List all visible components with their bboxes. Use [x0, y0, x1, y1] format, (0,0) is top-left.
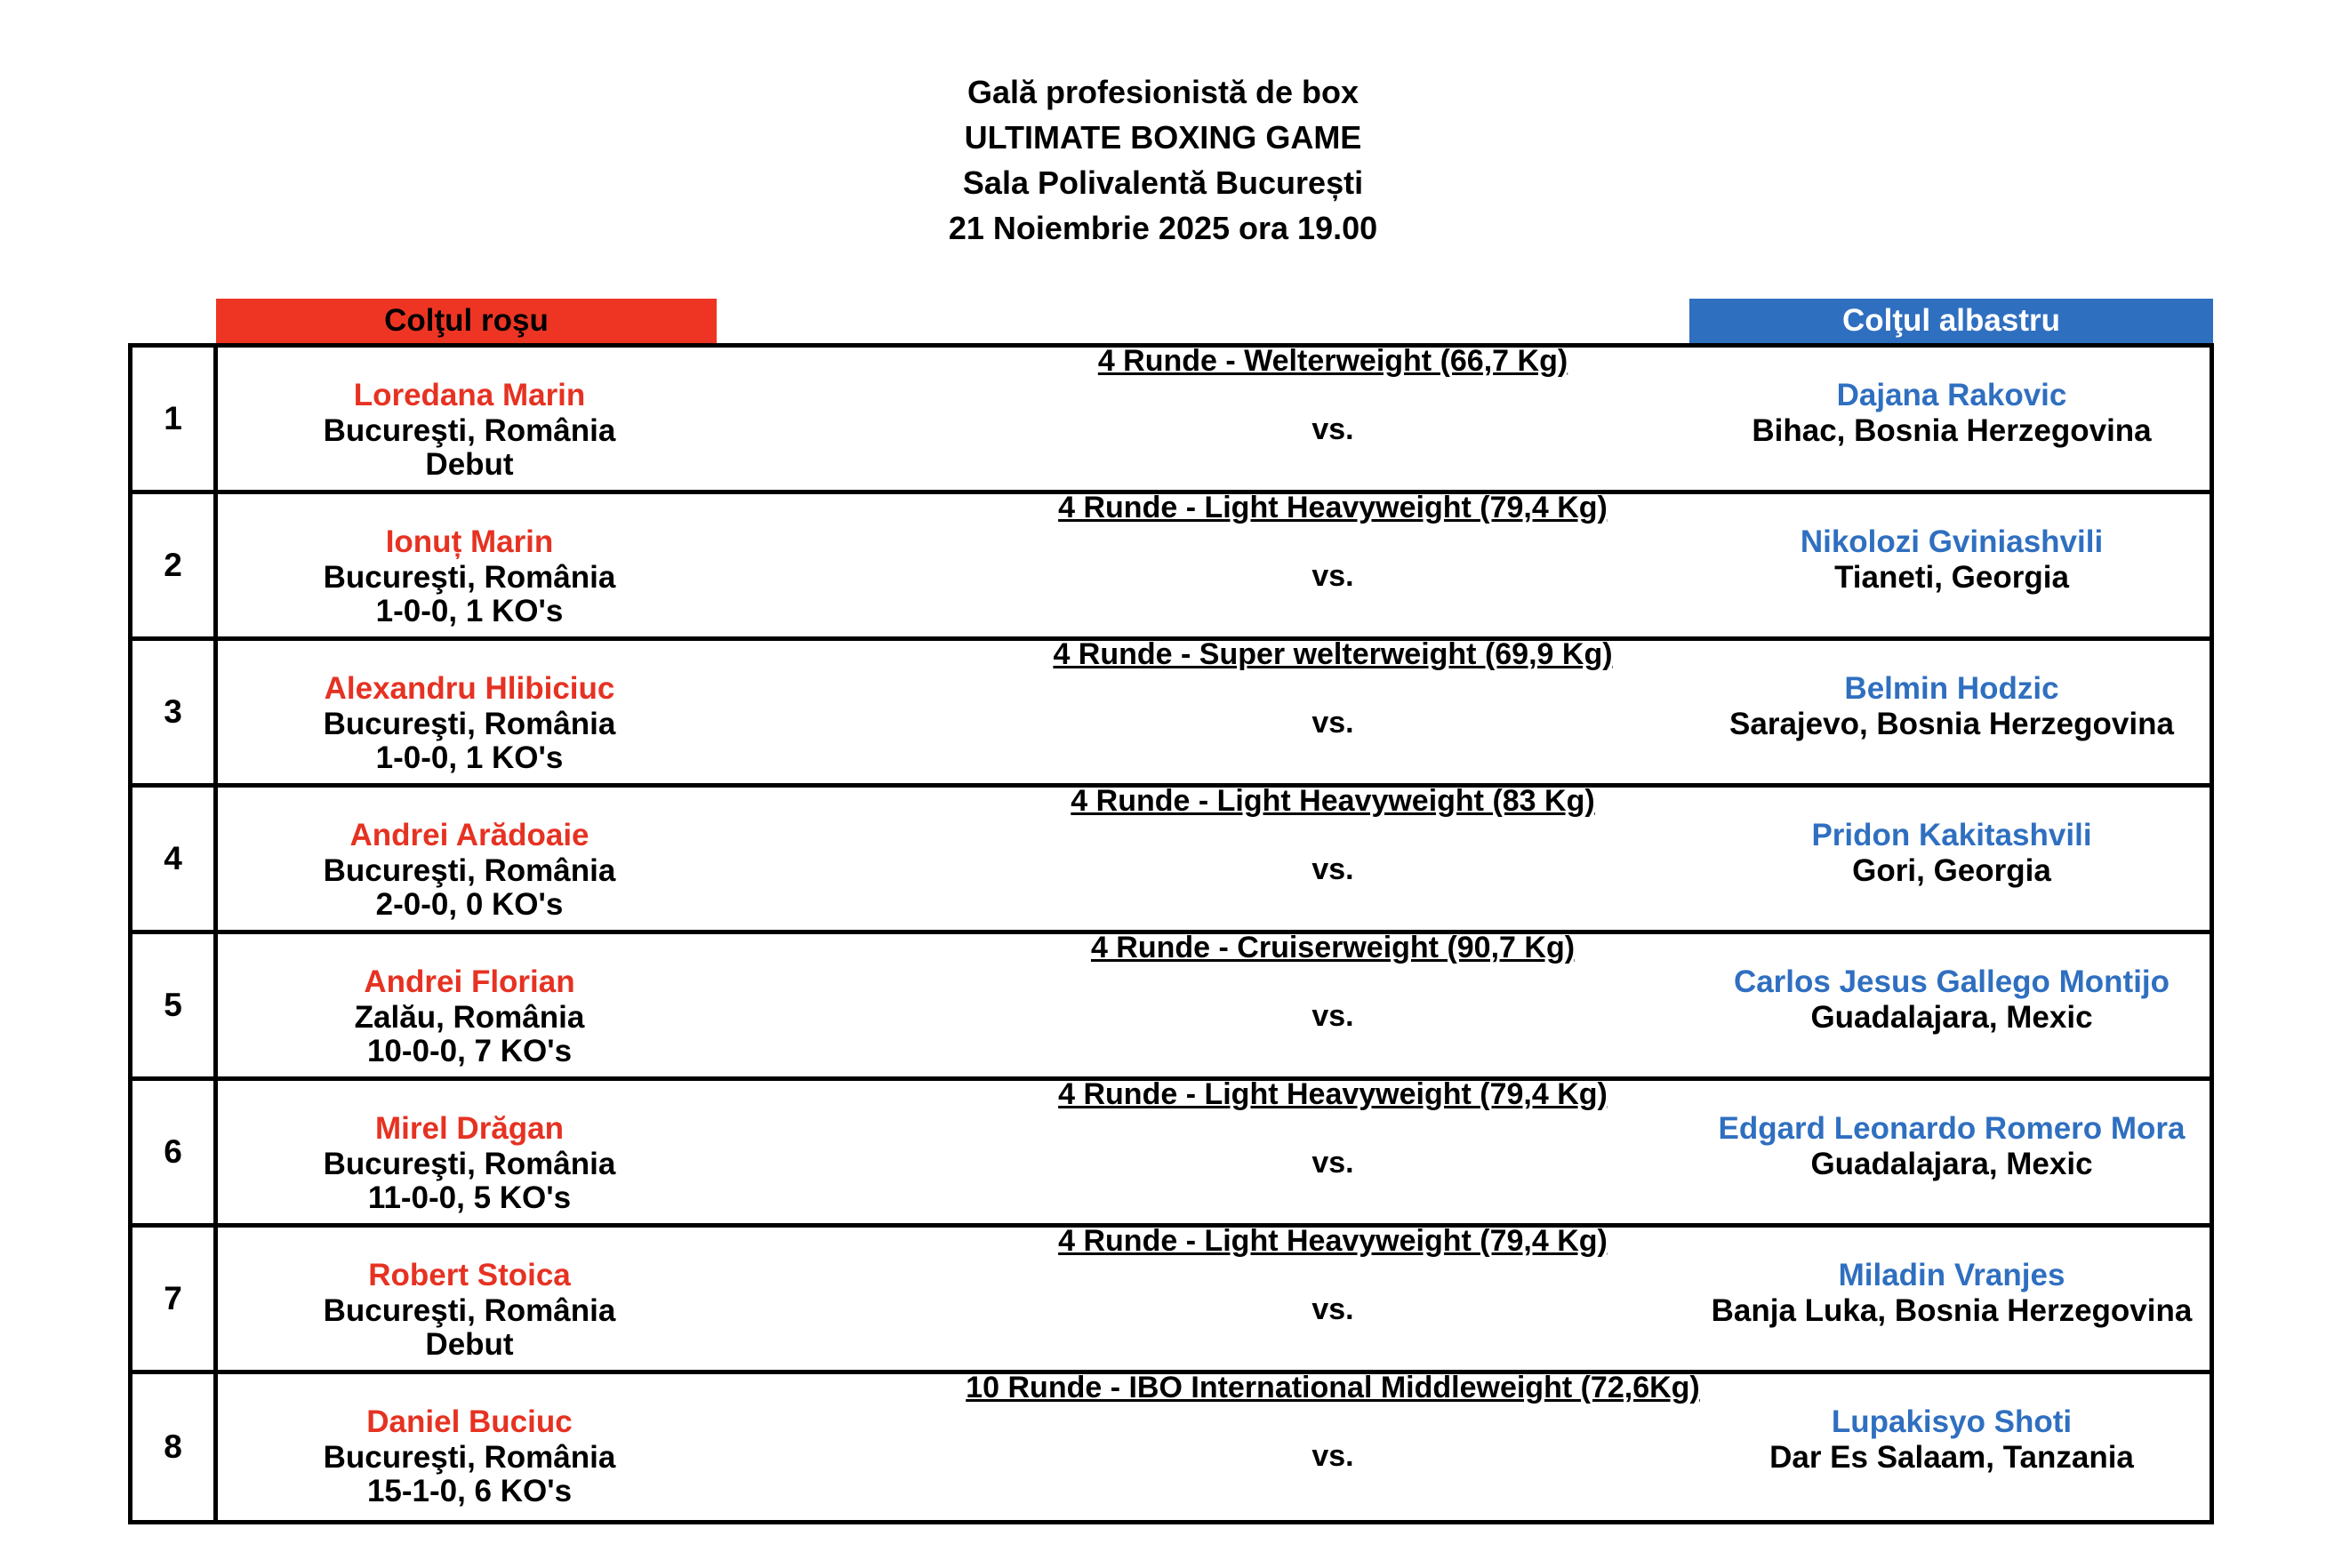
vs-label: vs.: [1311, 1439, 1354, 1473]
blue-fighter: [1689, 524, 2214, 595]
red-corner-header: Colţul roşu: [216, 299, 717, 343]
red-fighter-record: 1-0-0, 1 KO's: [375, 740, 564, 775]
red-fighter-record: Debut: [425, 1327, 514, 1362]
event-title: ULTIMATE BOXING GAME: [964, 119, 1362, 156]
red-fighter-location: Zalău, România: [354, 1000, 585, 1035]
bout-row: [132, 1224, 2210, 1374]
bout-weight-class: 10 Runde - IBO International Middleweight (72,6Kg): [966, 1371, 1700, 1404]
red-fighter-location: Bucureşti, România: [323, 1147, 616, 1181]
bout-number: 8: [132, 1374, 218, 1520]
red-fighter-name: Ionuț Marin: [385, 524, 554, 559]
fight-card-table: [128, 343, 2214, 1524]
bout-weight-class: 4 Runde - Welterweight (66,7 Kg): [1097, 344, 1568, 378]
blue-fighter-name: Nikolozi Gviniashvili: [1800, 524, 2104, 559]
bout-row: [132, 344, 2210, 494]
bout-weight-class: 4 Runde - Light Heavyweight (79,4 Kg): [1058, 491, 1608, 524]
blue-fighter-name: Lupakisyo Shoti: [1831, 1404, 2073, 1439]
bout-weight-class: 4 Runde - Light Heavyweight (79,4 Kg): [1058, 1077, 1608, 1111]
event-type: Gală profesionistă de box: [966, 74, 1360, 110]
bout-weight-class: 4 Runde - Super welterweight (69,9 Kg): [1053, 637, 1613, 671]
bout-row: [132, 784, 2210, 934]
blue-fighter: [1689, 1258, 2214, 1328]
blue-fighter-location: Gori, Georgia: [1852, 853, 2051, 888]
bout-number: 6: [132, 1081, 218, 1223]
bout-number: 7: [132, 1228, 218, 1370]
red-fighter: [218, 524, 721, 628]
bout-row: [132, 1371, 2210, 1520]
blue-fighter-name: Edgard Leonardo Romero Mora: [1718, 1111, 2186, 1146]
blue-fighter-location: Banja Luka, Bosnia Herzegovina: [1711, 1293, 2193, 1328]
red-fighter-name: Andrei Florian: [364, 964, 575, 999]
vs-label: vs.: [1311, 1292, 1354, 1326]
red-fighter-location: Bucureşti, România: [323, 560, 616, 595]
red-fighter-location: Bucureşti, România: [323, 1293, 616, 1328]
red-fighter-location: Bucureşti, România: [323, 853, 616, 888]
blue-fighter-location: Dar Es Salaam, Tanzania: [1769, 1440, 2134, 1475]
red-fighter-record: 11-0-0, 5 KO's: [367, 1180, 572, 1215]
red-fighter-name: Loredana Marin: [353, 378, 586, 412]
red-fighter: [218, 1404, 721, 1508]
blue-fighter-name: Miladin Vranjes: [1838, 1258, 2065, 1292]
red-fighter-name: Mirel Drăgan: [375, 1111, 564, 1146]
blue-fighter: [1689, 964, 2214, 1035]
blue-fighter-name: Belmin Hodzic: [1844, 671, 2059, 706]
blue-fighter: [1689, 671, 2214, 741]
blue-fighter: [1689, 818, 2214, 888]
blue-fighter: [1689, 378, 2214, 448]
red-fighter: [218, 964, 721, 1068]
red-fighter-name: Andrei Arădoaie: [349, 818, 590, 852]
blue-fighter-name: Carlos Jesus Gallego Montijo: [1733, 964, 2170, 999]
vs-label: vs.: [1311, 412, 1354, 446]
bout-row: [132, 1077, 2210, 1228]
blue-fighter-name: Dajana Rakovic: [1836, 378, 2067, 412]
red-fighter-record: 1-0-0, 1 KO's: [375, 594, 564, 628]
vs-label: vs.: [1311, 999, 1354, 1033]
blue-fighter: [1689, 1404, 2214, 1475]
red-fighter-location: Bucureşti, România: [323, 413, 616, 448]
event-venue: Sala Polivalentă București: [962, 164, 1364, 201]
blue-fighter: [1689, 1111, 2214, 1181]
vs-label: vs.: [1311, 852, 1354, 886]
red-fighter-record: 10-0-0, 7 KO's: [366, 1034, 573, 1068]
vs-label: vs.: [1311, 706, 1354, 740]
bout-number: 4: [132, 788, 218, 930]
red-fighter: [218, 671, 721, 774]
bout-number: 3: [132, 641, 218, 783]
event-date: 21 Noiembrie 2025 ora 19.00: [948, 210, 1378, 246]
red-fighter: [218, 1111, 721, 1214]
vs-label: vs.: [1311, 559, 1354, 593]
red-fighter: [218, 378, 721, 481]
blue-fighter-location: Bihac, Bosnia Herzegovina: [1752, 413, 2152, 448]
red-fighter-record: 15-1-0, 6 KO's: [366, 1474, 573, 1508]
bout-weight-class: 4 Runde - Light Heavyweight (79,4 Kg): [1058, 1224, 1608, 1258]
red-fighter: [218, 1258, 721, 1361]
bout-row: [132, 931, 2210, 1081]
blue-fighter-name: Pridon Kakitashvili: [1811, 818, 2092, 852]
blue-fighter-location: Guadalajara, Mexic: [1810, 1147, 2093, 1181]
bout-row: [132, 637, 2210, 788]
vs-label: vs.: [1311, 1146, 1354, 1180]
bout-weight-class: 4 Runde - Cruiserweight (90,7 Kg): [1090, 931, 1576, 964]
blue-fighter-location: Sarajevo, Bosnia Herzegovina: [1729, 707, 2174, 741]
red-fighter-location: Bucureşti, România: [323, 1440, 616, 1475]
red-fighter-record: 2-0-0, 0 KO's: [375, 887, 564, 922]
bout-number: 2: [132, 494, 218, 636]
bout-number: 5: [132, 934, 218, 1076]
red-fighter-location: Bucureşti, România: [323, 707, 616, 741]
bout-number: 1: [132, 348, 218, 490]
blue-fighter-location: Tianeti, Georgia: [1834, 560, 2069, 595]
red-fighter-name: Robert Stoica: [368, 1258, 571, 1292]
event-header: [0, 69, 2326, 251]
red-fighter-record: Debut: [425, 447, 514, 482]
bout-weight-class: 4 Runde - Light Heavyweight (83 Kg): [1071, 784, 1595, 818]
blue-corner-header: Colţul albastru: [1689, 299, 2213, 343]
red-fighter-name: Daniel Buciuc: [366, 1404, 573, 1439]
red-fighter: [218, 818, 721, 921]
red-fighter-name: Alexandru Hlibiciuc: [324, 671, 615, 706]
bout-row: [132, 491, 2210, 641]
blue-fighter-location: Guadalajara, Mexic: [1810, 1000, 2093, 1035]
